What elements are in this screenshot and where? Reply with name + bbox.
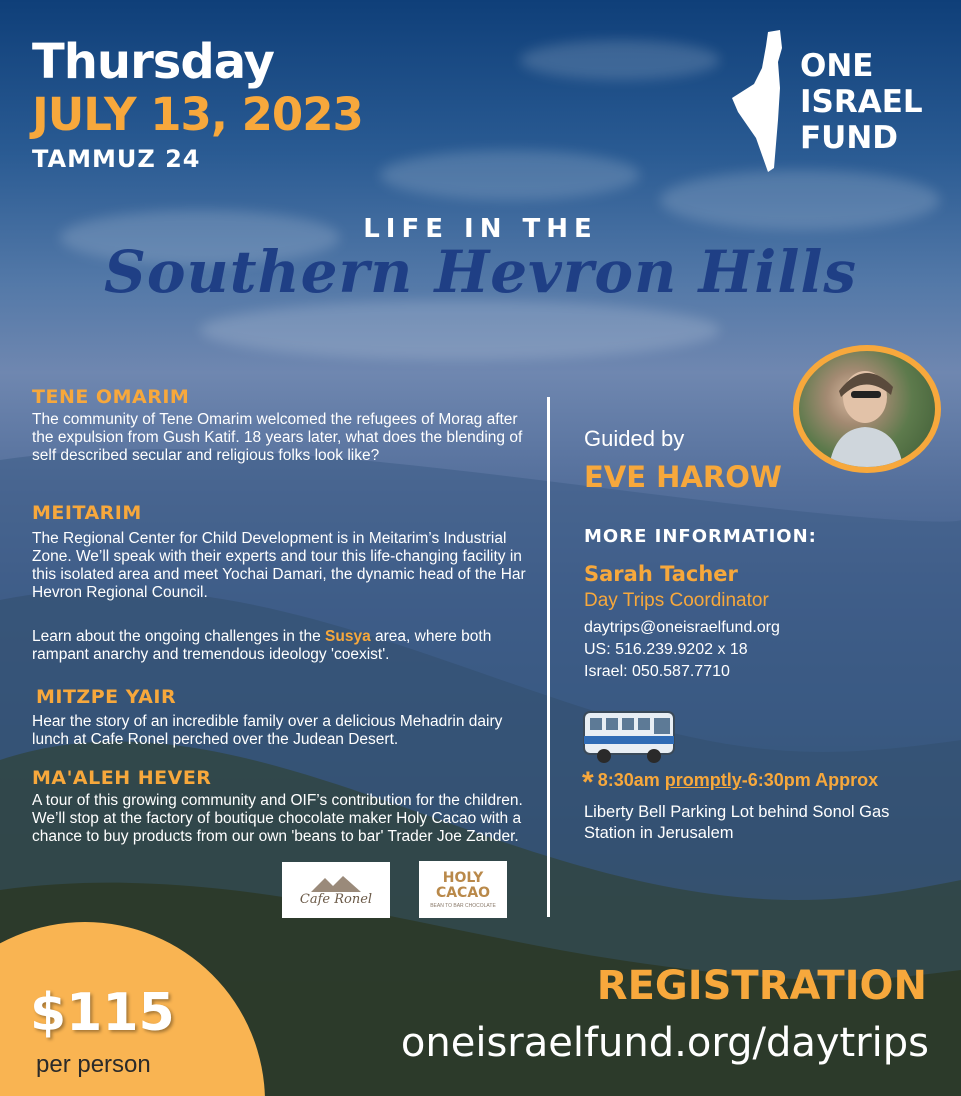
contact-name: Sarah Tacher bbox=[584, 562, 738, 586]
title-prefix: LIFE IN THE bbox=[363, 214, 598, 244]
logo-line: FUND bbox=[800, 120, 899, 156]
holy-cacao-logo bbox=[419, 861, 507, 918]
price-unit: per person bbox=[36, 1051, 151, 1078]
logo-line: ONE bbox=[800, 48, 874, 84]
price-amount: $115 bbox=[30, 983, 175, 1043]
section-heading: MA'ALEH HEVER bbox=[32, 767, 212, 789]
section-body: The community of Tene Omarim welcomed the refugees of Morag after the expulsion from Gush Katif. 18 years later, what does the blending of self described secular and religious folks look like? bbox=[32, 411, 523, 464]
mountain-icon bbox=[311, 874, 361, 892]
meeting-location: Liberty Bell Parking Lot behind Sonol Gas Station in Jerusalem bbox=[584, 803, 890, 842]
note-text: area, where both rampant anarchy and tremendous ideology 'coexist'. bbox=[32, 628, 492, 663]
logo-line: ISRAEL bbox=[800, 84, 923, 120]
holy-cacao-tagline: BEAN TO BAR CHOCOLATE bbox=[430, 902, 496, 909]
time-end: -6:30pm Approx bbox=[741, 770, 879, 790]
cafe-ronel-logo bbox=[282, 862, 390, 918]
hebrew-date: TAMMUZ 24 bbox=[32, 145, 201, 173]
event-day: Thursday bbox=[32, 34, 274, 90]
registration-heading: REGISTRATION bbox=[596, 963, 927, 1009]
israel-map-icon bbox=[728, 28, 788, 174]
more-info-heading: MORE INFORMATION: bbox=[584, 526, 817, 547]
section-heading: MEITARIM bbox=[32, 502, 142, 524]
section-body: Hear the story of an incredible family over a delicious Mehadrin dairy lunch at Cafe Ronel perched over the Judean Desert. bbox=[32, 713, 503, 748]
note-highlight: Susya bbox=[325, 628, 371, 645]
organization-logo bbox=[800, 48, 923, 156]
guided-by-label: Guided by bbox=[584, 426, 685, 451]
guide-photo bbox=[793, 345, 941, 473]
column-divider bbox=[547, 397, 550, 917]
section-heading: MITZPE YAIR bbox=[36, 686, 177, 708]
registration-link[interactable]: oneisraelfund.org/daytrips bbox=[400, 1020, 929, 1066]
event-date: JULY 13, 2023 bbox=[32, 88, 363, 141]
contact-email[interactable]: daytrips@oneisraelfund.org bbox=[584, 619, 780, 636]
event-title: Southern Hevron Hills bbox=[103, 238, 858, 306]
cafe-ronel-text: Cafe Ronel bbox=[299, 891, 373, 907]
holy-cacao-text: CACAO bbox=[435, 884, 491, 901]
person-icon bbox=[799, 351, 935, 467]
guide-name: EVE HAROW bbox=[584, 460, 782, 494]
contact-us-phone: US: 516.239.9202 x 18 bbox=[584, 641, 748, 658]
asterisk-icon: * bbox=[582, 766, 594, 799]
note-text: Learn about the ongoing challenges in the bbox=[32, 628, 326, 645]
section-heading: TENE OMARIM bbox=[32, 386, 190, 408]
contact-role: Day Trips Coordinator bbox=[584, 590, 769, 611]
holy-cacao-text: HOLY bbox=[442, 869, 484, 886]
contact-il-phone: Israel: 050.587.7710 bbox=[584, 663, 730, 680]
trip-time bbox=[582, 766, 878, 800]
bus-icon bbox=[582, 708, 678, 766]
time-start: 8:30am bbox=[597, 770, 665, 790]
section-body: A tour of this growing community and OIF’s contribution for the children. We’ll stop at the factory of boutique chocolate maker Holy Cacao with a chance to buy products from our own 'beans to bar' Trader Joe Zander. bbox=[32, 792, 523, 845]
section-body: The Regional Center for Child Development is in Meitarim’s Industrial Zone. We’ll speak with their experts and tour this life-changing facility in this isolated area and meet Yochai Damari, the dynamic head of the Har Hevron Regional Council. bbox=[32, 530, 526, 601]
time-promptly: promptly bbox=[664, 770, 742, 790]
section-note bbox=[32, 628, 537, 664]
